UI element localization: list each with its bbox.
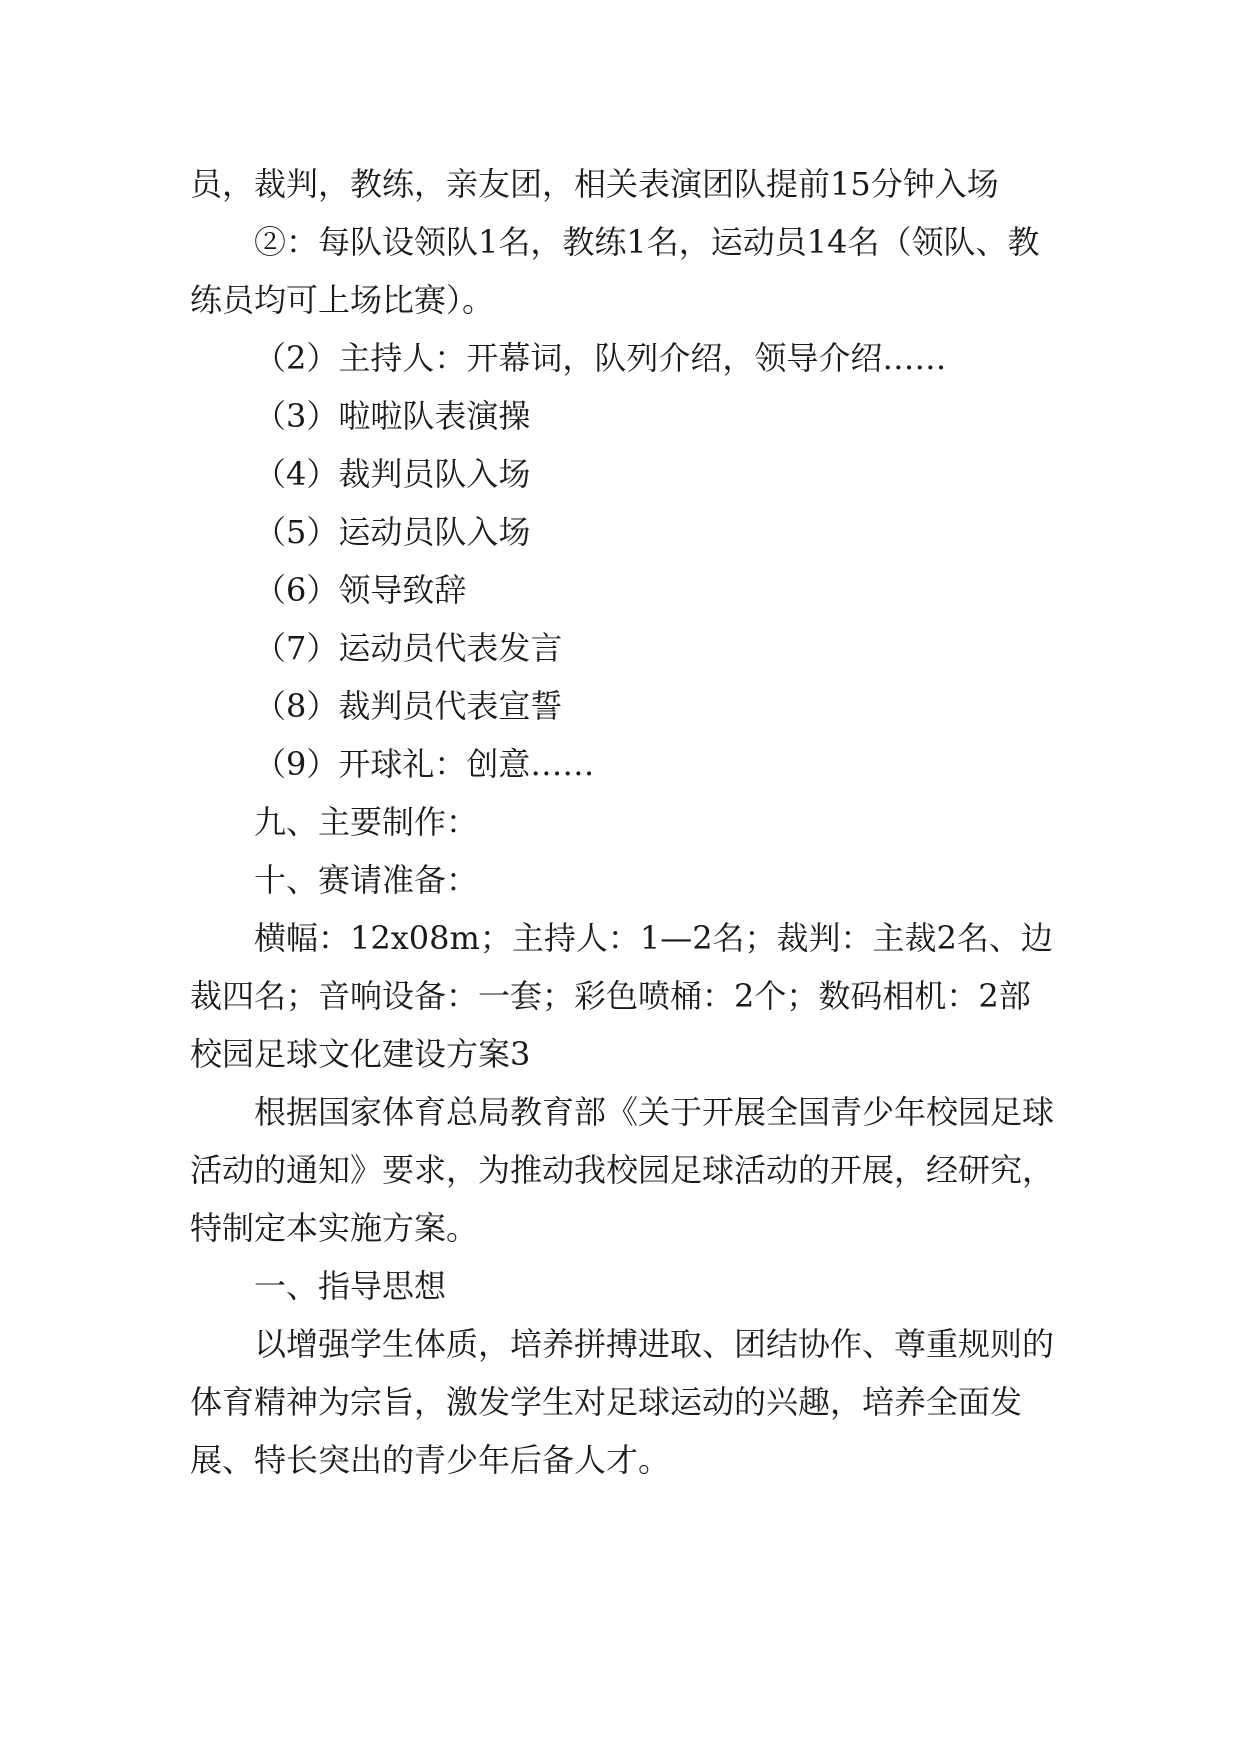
- list-item-kickoff: （9）开球礼：创意……: [254, 745, 595, 783]
- paragraph-intro: 根据国家体育总局教育部《关于开展全国青少年校园足球活动的通知》要求，为推动我校园足球活动的开展，经研究，特制定本实施方案。: [190, 1093, 1055, 1247]
- list-item-referees-entry: （4）裁判员队入场: [254, 455, 531, 493]
- document-title: 校园足球文化建设方案3: [190, 1035, 531, 1073]
- list-item-referee-oath: （8）裁判员代表宣誓: [254, 687, 563, 725]
- paragraph-continuation: 员，裁判，教练，亲友团，相关表演团队提前15分钟入场: [190, 165, 999, 203]
- list-item-leader-speech: （6）领导致辞: [254, 571, 467, 609]
- list-item-cheerleaders: （3）啦啦队表演操: [254, 397, 531, 435]
- list-item-host: （2）主持人：开幕词，队列介绍，领导介绍……: [254, 339, 947, 377]
- paragraph-equipment: 横幅：12x08m；主持人：1—2名；裁判：主裁2名、边裁四名；音响设备：一套；彩色喷桶：2个；数码相机：2部: [190, 919, 1053, 1015]
- document-body: [190, 155, 1070, 1489]
- paragraph-team-composition: ②：每队设领队1名，教练1名，运动员14名（领队、教练员均可上场比赛）。: [190, 223, 1040, 319]
- paragraph-guiding-ideology: 以增强学生体质，培养拼搏进取、团结协作、尊重规则的体育精神为宗旨，激发学生对足球运动的兴趣，培养全面发展、特长突出的青少年后备人才。: [190, 1325, 1055, 1479]
- list-item-athletes-entry: （5）运动员队入场: [254, 513, 531, 551]
- section-heading-production: 九、主要制作：: [254, 803, 479, 841]
- list-item-athlete-speech: （7）运动员代表发言: [254, 629, 563, 667]
- section-heading-guiding-ideology: 一、指导思想: [254, 1267, 447, 1305]
- section-heading-preparation: 十、赛请准备：: [254, 861, 479, 899]
